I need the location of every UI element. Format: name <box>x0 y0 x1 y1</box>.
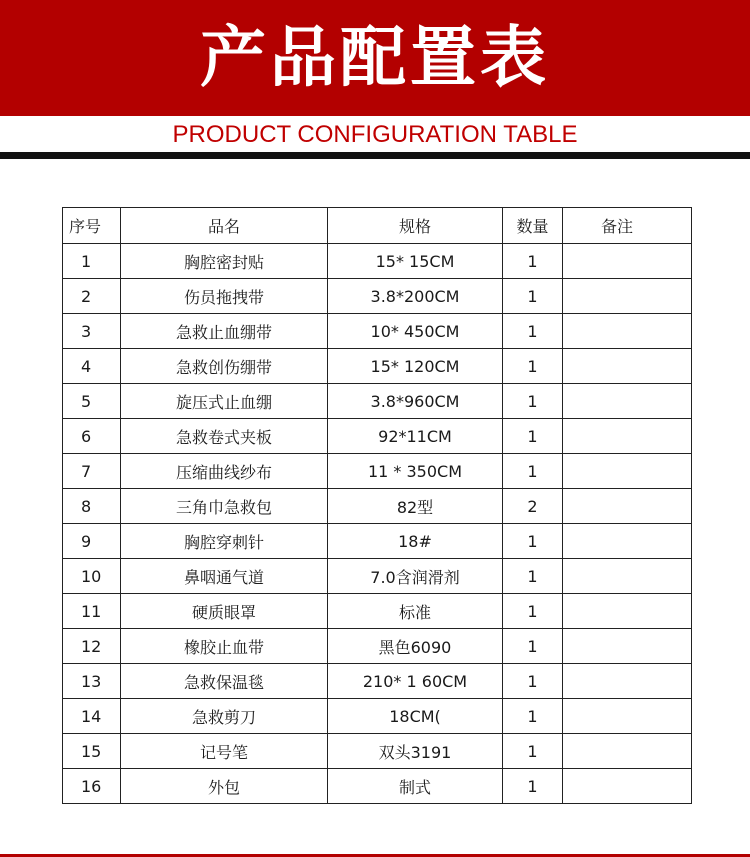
header-divider <box>0 152 750 159</box>
cell-qty: 2 <box>503 489 563 524</box>
cell-seq: 9 <box>63 524 121 559</box>
cell-spec: 制式 <box>328 769 503 804</box>
cell-qty: 1 <box>503 524 563 559</box>
cell-name: 急救剪刀 <box>121 699 328 734</box>
cell-spec: 7.0含润滑剂 <box>328 559 503 594</box>
table-row <box>63 419 692 454</box>
cell-spec: 标准 <box>328 594 503 629</box>
cell-remark <box>563 314 692 349</box>
cell-name: 压缩曲线纱布 <box>121 454 328 489</box>
cell-name: 伤员拖拽带 <box>121 279 328 314</box>
cell-qty: 1 <box>503 279 563 314</box>
cell-seq: 3 <box>63 314 121 349</box>
cell-spec: 82型 <box>328 489 503 524</box>
configuration-table-container <box>62 207 691 804</box>
cell-seq: 14 <box>63 699 121 734</box>
table-row <box>63 769 692 804</box>
cell-remark <box>563 244 692 279</box>
column-header-seq: 序号 <box>63 208 121 244</box>
cell-remark <box>563 594 692 629</box>
cell-remark <box>563 454 692 489</box>
cell-qty: 1 <box>503 419 563 454</box>
table-header-row <box>63 208 692 244</box>
cell-seq: 8 <box>63 489 121 524</box>
cell-seq: 15 <box>63 734 121 769</box>
cell-spec: 3.8*200CM <box>328 279 503 314</box>
cell-spec: 92*11CM <box>328 419 503 454</box>
page-title: 产品配置表 <box>200 19 550 96</box>
cell-qty: 1 <box>503 629 563 664</box>
table-row <box>63 349 692 384</box>
column-header-spec: 规格 <box>328 208 503 244</box>
cell-qty: 1 <box>503 664 563 699</box>
cell-name: 三角巾急救包 <box>121 489 328 524</box>
cell-seq: 2 <box>63 279 121 314</box>
table-row <box>63 559 692 594</box>
cell-remark <box>563 699 692 734</box>
cell-name: 记号笔 <box>121 734 328 769</box>
cell-spec: 黑色6090 <box>328 629 503 664</box>
cell-spec: 11 * 350CM <box>328 454 503 489</box>
table-row <box>63 664 692 699</box>
table-body <box>63 244 692 804</box>
column-header-name: 品名 <box>121 208 328 244</box>
cell-name: 胸腔穿刺针 <box>121 524 328 559</box>
table-row <box>63 244 692 279</box>
cell-remark <box>563 279 692 314</box>
table-row <box>63 524 692 559</box>
cell-seq: 16 <box>63 769 121 804</box>
cell-remark <box>563 489 692 524</box>
cell-remark <box>563 524 692 559</box>
cell-spec: 18CM( <box>328 699 503 734</box>
cell-seq: 1 <box>63 244 121 279</box>
table-row <box>63 279 692 314</box>
cell-seq: 13 <box>63 664 121 699</box>
page-subtitle: PRODUCT CONFIGURATION TABLE <box>172 121 578 148</box>
cell-qty: 1 <box>503 454 563 489</box>
table-row <box>63 314 692 349</box>
cell-spec: 18# <box>328 524 503 559</box>
table-row <box>63 734 692 769</box>
cell-remark <box>563 349 692 384</box>
cell-name: 外包 <box>121 769 328 804</box>
cell-name: 急救卷式夹板 <box>121 419 328 454</box>
cell-name: 橡胶止血带 <box>121 629 328 664</box>
cell-spec: 双头3191 <box>328 734 503 769</box>
cell-name: 急救保温毯 <box>121 664 328 699</box>
table-row <box>63 384 692 419</box>
title-banner <box>0 0 750 116</box>
cell-seq: 4 <box>63 349 121 384</box>
cell-seq: 5 <box>63 384 121 419</box>
cell-spec: 3.8*960CM <box>328 384 503 419</box>
cell-spec: 10* 450CM <box>328 314 503 349</box>
cell-qty: 1 <box>503 559 563 594</box>
table-row <box>63 594 692 629</box>
cell-remark <box>563 734 692 769</box>
cell-seq: 7 <box>63 454 121 489</box>
cell-seq: 11 <box>63 594 121 629</box>
cell-remark <box>563 384 692 419</box>
cell-remark <box>563 629 692 664</box>
cell-qty: 1 <box>503 384 563 419</box>
table-row <box>63 489 692 524</box>
cell-seq: 6 <box>63 419 121 454</box>
cell-seq: 12 <box>63 629 121 664</box>
table-row <box>63 699 692 734</box>
cell-qty: 1 <box>503 734 563 769</box>
cell-qty: 1 <box>503 314 563 349</box>
table-row <box>63 454 692 489</box>
cell-name: 胸腔密封贴 <box>121 244 328 279</box>
cell-spec: 15* 15CM <box>328 244 503 279</box>
table-row <box>63 629 692 664</box>
column-header-qty: 数量 <box>503 208 563 244</box>
cell-name: 急救创伤绷带 <box>121 349 328 384</box>
cell-qty: 1 <box>503 769 563 804</box>
cell-remark <box>563 769 692 804</box>
cell-remark <box>563 419 692 454</box>
cell-name: 急救止血绷带 <box>121 314 328 349</box>
cell-name: 硬质眼罩 <box>121 594 328 629</box>
cell-qty: 1 <box>503 699 563 734</box>
cell-name: 旋压式止血绷 <box>121 384 328 419</box>
configuration-table <box>62 207 692 804</box>
cell-spec: 210* 1 60CM <box>328 664 503 699</box>
cell-name: 鼻咽通气道 <box>121 559 328 594</box>
cell-seq: 10 <box>63 559 121 594</box>
cell-spec: 15* 120CM <box>328 349 503 384</box>
cell-qty: 1 <box>503 594 563 629</box>
cell-remark <box>563 559 692 594</box>
cell-qty: 1 <box>503 349 563 384</box>
cell-qty: 1 <box>503 244 563 279</box>
cell-remark <box>563 664 692 699</box>
column-header-remark: 备注 <box>563 208 692 244</box>
